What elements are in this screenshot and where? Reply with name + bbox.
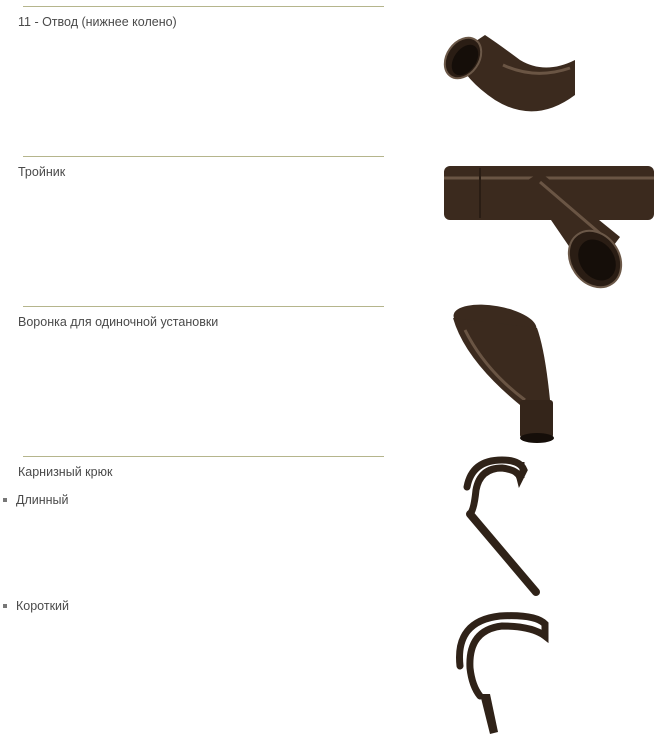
bullet-icon (3, 604, 7, 608)
section-divider (23, 6, 384, 7)
bullet-icon (3, 498, 7, 502)
funnel-icon (445, 300, 565, 450)
section-divider (23, 306, 384, 307)
item-title-elbow: 11 - Отвод (нижнее колено) (18, 15, 177, 29)
hook-option-short (3, 599, 69, 613)
hook-option-label: Длинный (16, 493, 69, 507)
short-hook-icon (440, 606, 560, 746)
pipe-elbow-icon (425, 20, 585, 130)
item-title-tee: Тройник (18, 165, 66, 179)
hook-option-label: Короткий (16, 599, 70, 613)
item-title-hook: Карнизный крюк (18, 465, 113, 479)
hook-option-long (3, 493, 69, 507)
section-divider (23, 456, 384, 457)
pipe-tee-icon (440, 162, 660, 292)
long-hook-icon (432, 452, 557, 602)
item-title-funnel: Воронка для одиночной установки (18, 315, 219, 329)
section-divider (23, 156, 384, 157)
